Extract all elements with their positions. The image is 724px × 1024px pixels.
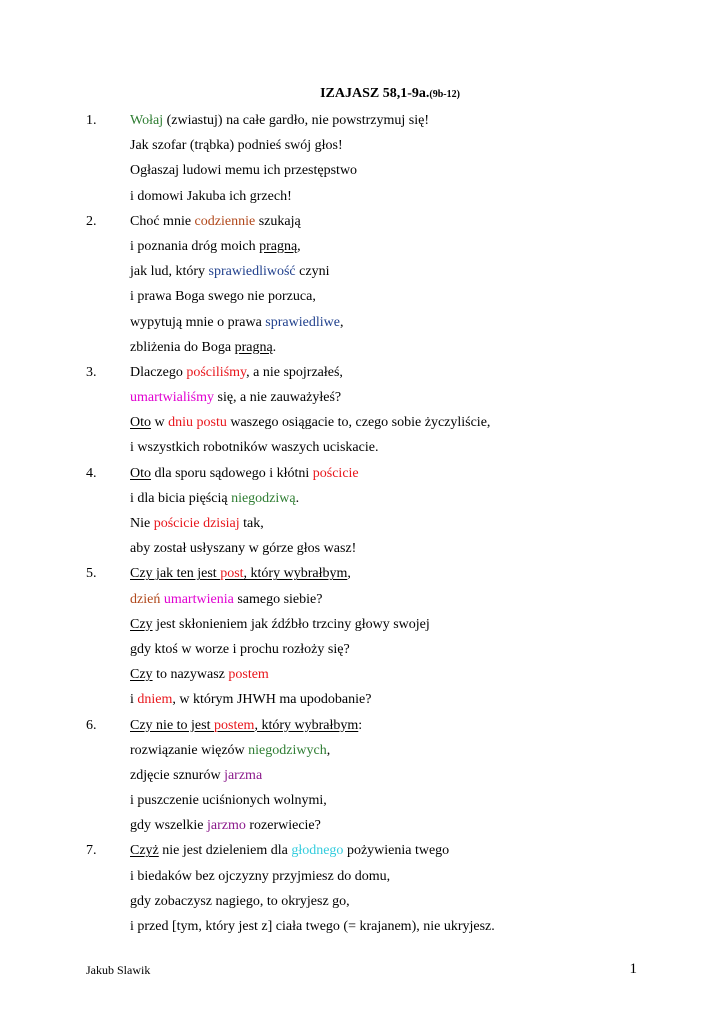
highlighted-word: jarzma xyxy=(224,767,263,783)
verse-text: jak lud, który xyxy=(130,264,209,280)
verse-text: pożywienia twego xyxy=(343,843,450,859)
verse-line xyxy=(86,587,686,612)
verse-line xyxy=(86,536,686,561)
verse-text: Nie xyxy=(130,516,154,531)
verse-text: nie jest dzieleniem dla xyxy=(158,843,292,859)
footer-author: Jakub Slawik xyxy=(86,963,151,977)
verse-text: szukają xyxy=(255,213,301,229)
highlighted-word: pościliśmy xyxy=(186,364,247,380)
verse-line xyxy=(86,662,686,687)
highlighted-word: postem xyxy=(214,717,255,733)
verse-text: Oto xyxy=(130,415,151,431)
verse-text: Choć mnie xyxy=(130,213,195,229)
highlighted-word: niegodziwą xyxy=(231,490,296,506)
highlighted-word: pościcie dzisiaj xyxy=(153,516,240,531)
verse-line xyxy=(86,360,686,385)
verse-line xyxy=(86,763,686,788)
highlighted-word: sprawiedliwość xyxy=(208,264,296,280)
verse-line xyxy=(86,838,686,863)
verse-number: 5. xyxy=(86,566,97,582)
verse-list xyxy=(86,108,686,939)
verse-text: zdjęcie sznurów xyxy=(130,767,225,783)
verse-text: gdy wszelkie xyxy=(130,818,207,834)
highlighted-word: dzień xyxy=(130,591,161,607)
verse-text: waszego osiągacie to, czego sobie życzyliście, xyxy=(226,415,491,431)
verse-line xyxy=(86,184,686,209)
verse-line xyxy=(86,511,686,536)
highlighted-word: głodnego xyxy=(291,843,344,859)
verse-line xyxy=(86,813,686,838)
verse-line xyxy=(86,788,686,813)
verse-text: pragną xyxy=(234,339,273,355)
verse-line xyxy=(86,108,686,133)
verse-text: . xyxy=(272,339,277,355)
verse-number: 4. xyxy=(86,465,97,481)
verse-line xyxy=(86,284,686,309)
highlighted-word: dniu postu xyxy=(168,415,227,431)
highlighted-word: dniem xyxy=(137,692,173,708)
highlighted-word: codziennie xyxy=(194,213,256,229)
verse-text: aby został usłyszany w górze głos wasz! xyxy=(130,541,357,557)
verse-text: i poznania dróg moich xyxy=(130,238,260,254)
verse-line xyxy=(86,259,686,284)
verse-line xyxy=(86,435,686,460)
verse-text: i wszystkich robotników waszych uciskacie. xyxy=(130,440,379,456)
verse-text: i dla bicia pięścią xyxy=(130,490,232,506)
highlighted-word: niegodziwych xyxy=(248,742,327,758)
verse-text: zbliżenia do Boga xyxy=(130,339,235,355)
verse-line xyxy=(86,687,686,712)
verse-text: i biedaków bez ojczyzny przyjmiesz do domu, xyxy=(130,868,391,884)
verse-line xyxy=(86,234,686,259)
verse-text: Czy xyxy=(130,667,153,683)
verse-text: , xyxy=(339,314,344,330)
verse-text: , który wybrałbym xyxy=(254,717,359,733)
verse-text: i puszczenie uciśnionych wolnymi, xyxy=(130,793,327,809)
verse-line xyxy=(86,738,686,763)
highlighted-word: pościcie xyxy=(312,465,359,481)
verse-text: i xyxy=(130,692,138,708)
verse-line xyxy=(86,914,686,939)
verse-text: , xyxy=(326,742,331,758)
verse-line xyxy=(86,637,686,662)
highlighted-word: sprawiedliwe xyxy=(265,314,340,330)
verse-line xyxy=(86,461,686,486)
title-sub: (9b-12) xyxy=(429,89,460,100)
highlighted-word: umartwienia xyxy=(163,591,234,607)
verse-text: i prawa Boga swego nie porzuca, xyxy=(130,289,316,305)
verse-number: 3. xyxy=(86,364,97,380)
document-title xyxy=(0,86,724,102)
verse-text: gdy zobaczysz nagiego, to okryjesz go, xyxy=(130,893,350,909)
verse-number: 1. xyxy=(86,113,97,128)
verse-text: wypytują mnie o prawa xyxy=(130,314,266,330)
verse-text: jest skłonieniem jak źdźbło trzciny głowy swojej xyxy=(152,616,430,632)
verse-text: się, a nie zauważyłeś? xyxy=(214,390,342,406)
verse-text: Czyż xyxy=(130,843,159,859)
verse-text: rozwiązanie więzów xyxy=(130,742,249,758)
verse-number: 7. xyxy=(86,843,97,859)
verse-line xyxy=(86,486,686,511)
highlighted-word: postem xyxy=(228,667,269,683)
verse-text: gdy ktoś w worze i prochu rozłoży się? xyxy=(130,641,350,657)
verse-text: Czy nie to jest xyxy=(130,717,214,733)
verse-line xyxy=(86,612,686,637)
highlighted-word: Wołaj xyxy=(130,113,164,128)
page-number: 1 xyxy=(629,961,637,977)
verse-text: Oto xyxy=(130,465,151,481)
verse-text: : xyxy=(358,717,363,733)
verse-text: w xyxy=(151,415,169,431)
verse-line xyxy=(86,133,686,158)
verse-text: Ogłaszaj ludowi memu ich przestępstwo xyxy=(130,163,358,179)
verse-text: i przed [tym, który jest z] ciała twego (= krajanem), nie ukryjesz. xyxy=(130,919,495,934)
verse-text: dla sporu sądowego i kłótni xyxy=(151,465,313,481)
verse-text: Czy jak ten jest xyxy=(130,566,221,582)
verse-text: , xyxy=(297,238,301,254)
verse-line xyxy=(86,310,686,335)
verse-text: czyni xyxy=(295,264,330,280)
verse-text: , xyxy=(347,566,351,582)
highlighted-word: post xyxy=(220,566,244,582)
verse-text: , który wybrałbym xyxy=(243,566,348,582)
verse-text: samego siebie? xyxy=(233,591,323,607)
verse-line xyxy=(86,385,686,410)
verse-text: , w którym JHWH ma upodobanie? xyxy=(172,692,372,708)
verse-number: 2. xyxy=(86,213,97,229)
verse-text: Czy xyxy=(130,616,153,632)
verse-text: tak, xyxy=(239,516,264,531)
verse-line xyxy=(86,209,686,234)
verse-text: pragną xyxy=(259,238,298,254)
verse-text: to nazywasz xyxy=(152,667,229,683)
verse-line xyxy=(86,335,686,360)
verse-text: rozerwiecie? xyxy=(245,818,321,834)
verse-text: Jak szofar (trąbka) podnieś swój głos! xyxy=(130,138,343,154)
verse-text: Dlaczego xyxy=(130,364,187,380)
verse-line xyxy=(86,410,686,435)
verse-line xyxy=(86,713,686,738)
verse-line xyxy=(86,889,686,914)
highlighted-word: jarzmo xyxy=(206,818,246,834)
verse-text: . xyxy=(295,490,300,506)
verse-line xyxy=(86,158,686,183)
verse-text: , a nie spojrzałeś, xyxy=(246,364,343,380)
highlighted-word: umartwialiśmy xyxy=(130,390,214,406)
verse-text: (zwiastuj) na całe gardło, nie powstrzymuj się! xyxy=(163,113,430,128)
verse-line xyxy=(86,864,686,889)
title-main: IZAJASZ 58,1-9a. xyxy=(320,86,430,101)
verse-line xyxy=(86,561,686,586)
verse-text: i domowi Jakuba ich grzech! xyxy=(130,188,292,204)
verse-number: 6. xyxy=(86,717,97,733)
